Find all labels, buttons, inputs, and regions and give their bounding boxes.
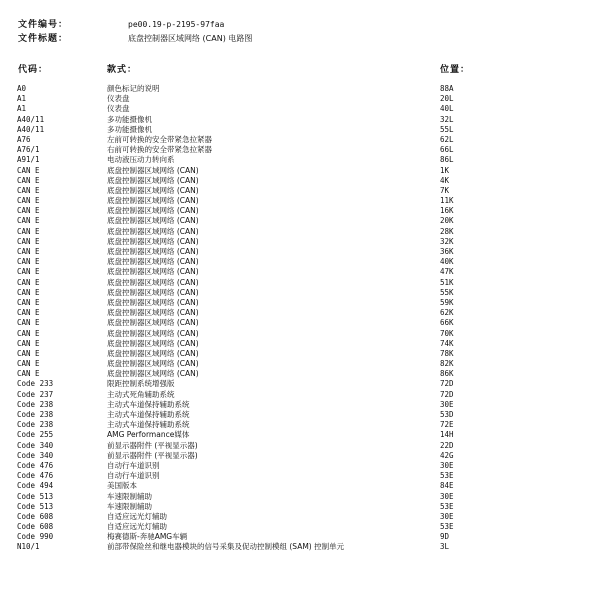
row-position: 40L xyxy=(440,104,454,114)
row-code: CAN E xyxy=(17,247,40,256)
row-code: CAN E xyxy=(17,206,40,216)
row-code: CAN E xyxy=(17,226,40,236)
table-row xyxy=(0,492,600,502)
row-style: 限距控制系统增强版 xyxy=(107,379,175,389)
row-style: 底盘控制器区域网络 (CAN) xyxy=(107,287,199,297)
row-code: Code 476 xyxy=(17,471,54,481)
row-style: 底盘控制器区域网络 (CAN) xyxy=(107,338,199,348)
row-style: 底盘控制器区域网络 (CAN) xyxy=(107,257,199,267)
table-row xyxy=(0,542,600,552)
table-row xyxy=(0,390,600,400)
row-code: A1 xyxy=(17,94,27,104)
row-code: Code 238 xyxy=(17,420,54,430)
row-style: 车速限制辅助 xyxy=(107,491,152,501)
row-position: 32K xyxy=(440,236,454,246)
table-row xyxy=(0,461,600,471)
row-code: A1 xyxy=(17,104,27,114)
row-position: 72D xyxy=(440,379,454,389)
table-row xyxy=(0,369,600,379)
row-code: CAN E xyxy=(17,328,40,338)
row-position: 78K xyxy=(440,348,454,358)
table-row xyxy=(0,308,600,318)
row-code: CAN E xyxy=(17,175,40,185)
table-row xyxy=(0,329,600,339)
row-position: 9D xyxy=(440,532,450,542)
row-code: CAN E xyxy=(17,359,40,369)
doc-number-value: pe00.19-p-2195-97faa xyxy=(128,20,225,29)
table-row xyxy=(0,481,600,491)
row-style: 自适应远光灯辅助 xyxy=(107,522,167,532)
row-style: 多功能摄像机 xyxy=(107,114,152,124)
row-position: 72E xyxy=(440,420,454,430)
row-code: Code 340 xyxy=(17,440,54,450)
row-code: CAN E xyxy=(17,257,40,267)
row-style: 主动式车道保持辅助系统 xyxy=(107,420,190,430)
row-code: Code 476 xyxy=(17,460,54,470)
row-style: 右前可转换的安全带紧急拉紧器 xyxy=(107,145,212,155)
table-row xyxy=(0,104,600,114)
row-position: 30E xyxy=(440,460,454,470)
row-style: 前部带保险丝和继电器模块的信号采集及促动控制模组 (SAM) 控制单元 xyxy=(107,542,345,552)
table-row xyxy=(0,339,600,349)
row-style: 底盘控制器区域网络 (CAN) xyxy=(107,267,199,277)
table-row xyxy=(0,288,600,298)
row-position: 88A xyxy=(440,84,454,93)
table-row xyxy=(0,400,600,410)
row-position: 66K xyxy=(440,318,454,328)
table-row xyxy=(0,257,600,267)
row-code: CAN E xyxy=(17,277,40,287)
row-position: 20L xyxy=(440,94,454,104)
row-position: 22D xyxy=(440,440,454,450)
row-style: 梅赛德斯-奔驰AMG车辆 xyxy=(107,532,188,542)
row-style: 底盘控制器区域网络 (CAN) xyxy=(107,247,199,256)
table-row xyxy=(0,84,600,94)
table-row xyxy=(0,155,600,165)
table-row xyxy=(0,145,600,155)
row-code: A40/11 xyxy=(17,124,45,134)
doc-title-label: 文件标题： xyxy=(18,34,69,44)
table-row xyxy=(0,176,600,186)
row-code: CAN E xyxy=(17,308,40,318)
row-code: Code 513 xyxy=(17,491,54,501)
row-style: 底盘控制器区域网络 (CAN) xyxy=(107,297,199,307)
table-row xyxy=(0,502,600,512)
row-position: 86L xyxy=(440,155,454,165)
row-code: Code 237 xyxy=(17,389,54,399)
row-code: CAN E xyxy=(17,216,40,226)
row-position: 16K xyxy=(440,206,454,216)
row-style: 底盘控制器区域网络 (CAN) xyxy=(107,185,199,195)
row-code: Code 990 xyxy=(17,532,54,542)
table-row xyxy=(0,227,600,237)
row-position: 28K xyxy=(440,226,454,236)
row-position: 7K xyxy=(440,185,450,195)
row-style: 多功能摄像机 xyxy=(107,124,152,134)
table-row xyxy=(0,349,600,359)
row-style: 底盘控制器区域网络 (CAN) xyxy=(107,308,199,318)
row-position: 4K xyxy=(440,175,450,185)
table-row xyxy=(0,247,600,257)
row-code: A0 xyxy=(17,84,27,93)
row-position: 53D xyxy=(440,410,454,419)
row-position: 30E xyxy=(440,491,454,501)
row-style: 电动液压动力转向系 xyxy=(107,155,175,165)
row-position: 14H xyxy=(440,430,454,440)
table-row xyxy=(0,298,600,308)
row-style: 前显示器附件 (平视显示器) xyxy=(107,440,198,450)
table-row xyxy=(0,522,600,532)
table-row xyxy=(0,166,600,176)
row-code: CAN E xyxy=(17,287,40,297)
table-row xyxy=(0,451,600,461)
row-style: 自动行车道识别 xyxy=(107,460,160,470)
row-position: 20K xyxy=(440,216,454,226)
table-row xyxy=(0,379,600,389)
table-row xyxy=(0,196,600,206)
row-style: 左前可转换的安全带紧急拉紧器 xyxy=(107,134,212,144)
row-code: Code 255 xyxy=(17,430,54,440)
row-position: 55L xyxy=(440,124,454,134)
row-style: 底盘控制器区域网络 (CAN) xyxy=(107,359,199,369)
row-style: 底盘控制器区域网络 (CAN) xyxy=(107,236,199,246)
row-code: Code 494 xyxy=(17,481,54,491)
row-position: 72D xyxy=(440,389,454,399)
table-row xyxy=(0,206,600,216)
row-style: 前显示器附件 (平视显示器) xyxy=(107,450,198,460)
table-row xyxy=(0,430,600,440)
row-position: 86K xyxy=(440,369,454,379)
row-style: 底盘控制器区域网络 (CAN) xyxy=(107,226,199,236)
row-style: 仪表盘 xyxy=(107,104,130,114)
row-position: 30E xyxy=(440,399,454,409)
row-position: 59K xyxy=(440,297,454,307)
table-row xyxy=(0,420,600,430)
row-code: CAN E xyxy=(17,297,40,307)
row-style: 主动式车道保持辅助系统 xyxy=(107,399,190,409)
row-code: CAN E xyxy=(17,318,40,328)
row-position: 42G xyxy=(440,450,454,460)
table-row xyxy=(0,125,600,135)
row-code: Code 608 xyxy=(17,522,54,532)
row-code: Code 340 xyxy=(17,450,54,460)
row-style: 自动行车道识别 xyxy=(107,471,160,481)
row-style: 主动式死角辅助系统 xyxy=(107,389,175,399)
row-code: N10/1 xyxy=(17,542,40,552)
component-table xyxy=(0,84,600,553)
row-style: 自适应远光灯辅助 xyxy=(107,511,167,521)
row-style: 底盘控制器区域网络 (CAN) xyxy=(107,175,199,185)
row-position: 70K xyxy=(440,328,454,338)
row-code: CAN E xyxy=(17,348,40,358)
row-position: 53E xyxy=(440,522,454,532)
row-code: CAN E xyxy=(17,196,40,206)
row-style: 底盘控制器区域网络 (CAN) xyxy=(107,216,199,226)
row-code: A40/11 xyxy=(17,114,45,124)
row-style: 美国版本 xyxy=(107,481,137,491)
row-code: Code 238 xyxy=(17,410,54,419)
column-header-position: 位置： xyxy=(440,65,471,75)
row-style: 主动式车道保持辅助系统 xyxy=(107,410,190,419)
table-row xyxy=(0,512,600,522)
table-row xyxy=(0,186,600,196)
row-position: 53E xyxy=(440,471,454,481)
doc-title-value: 底盘控制器区域网络 (CAN) 电路图 xyxy=(128,34,253,43)
table-row xyxy=(0,278,600,288)
row-style: 底盘控制器区域网络 (CAN) xyxy=(107,165,199,175)
row-position: 51K xyxy=(440,277,454,287)
row-code: Code 233 xyxy=(17,379,54,389)
table-row xyxy=(0,94,600,104)
table-row xyxy=(0,359,600,369)
doc-number-label: 文件编号： xyxy=(18,20,69,30)
row-code: CAN E xyxy=(17,338,40,348)
row-code: CAN E xyxy=(17,236,40,246)
column-header-style: 款式： xyxy=(107,65,138,75)
row-position: 30E xyxy=(440,511,454,521)
row-position: 53E xyxy=(440,501,454,511)
row-position: 1K xyxy=(440,165,450,175)
row-position: 74K xyxy=(440,338,454,348)
row-style: 底盘控制器区域网络 (CAN) xyxy=(107,277,199,287)
table-row xyxy=(0,318,600,328)
row-style: 底盘控制器区域网络 (CAN) xyxy=(107,318,199,328)
table-row xyxy=(0,410,600,420)
row-style: 颜色标记的说明 xyxy=(107,84,160,93)
row-position: 66L xyxy=(440,145,454,155)
row-code: CAN E xyxy=(17,165,40,175)
row-position: 36K xyxy=(440,247,454,256)
table-row xyxy=(0,216,600,226)
table-row xyxy=(0,115,600,125)
row-code: Code 238 xyxy=(17,399,54,409)
table-row xyxy=(0,471,600,481)
row-position: 62K xyxy=(440,308,454,318)
row-position: 40K xyxy=(440,257,454,267)
row-position: 82K xyxy=(440,359,454,369)
table-row xyxy=(0,237,600,247)
row-position: 84E xyxy=(440,481,454,491)
row-code: A76/1 xyxy=(17,145,40,155)
row-position: 3L xyxy=(440,542,450,552)
row-style: 底盘控制器区域网络 (CAN) xyxy=(107,328,199,338)
table-row xyxy=(0,135,600,145)
row-position: 62L xyxy=(440,134,454,144)
row-style: AMG Performance媒体 xyxy=(107,430,190,440)
row-position: 55K xyxy=(440,287,454,297)
table-row xyxy=(0,267,600,277)
row-code: A91/1 xyxy=(17,155,40,165)
row-code: A76 xyxy=(17,134,31,144)
column-header-code: 代码： xyxy=(18,65,49,75)
row-style: 底盘控制器区域网络 (CAN) xyxy=(107,206,199,216)
row-code: Code 513 xyxy=(17,501,54,511)
row-position: 47K xyxy=(440,267,454,277)
row-code: CAN E xyxy=(17,185,40,195)
row-style: 车速限制辅助 xyxy=(107,501,152,511)
row-position: 32L xyxy=(440,114,454,124)
row-style: 底盘控制器区域网络 (CAN) xyxy=(107,348,199,358)
row-style: 底盘控制器区域网络 (CAN) xyxy=(107,369,199,379)
row-position: 11K xyxy=(440,196,454,206)
row-style: 底盘控制器区域网络 (CAN) xyxy=(107,196,199,206)
row-code: CAN E xyxy=(17,369,40,379)
table-row xyxy=(0,441,600,451)
row-code: Code 608 xyxy=(17,511,54,521)
row-code: CAN E xyxy=(17,267,40,277)
row-style: 仪表盘 xyxy=(107,94,130,104)
table-row xyxy=(0,532,600,542)
